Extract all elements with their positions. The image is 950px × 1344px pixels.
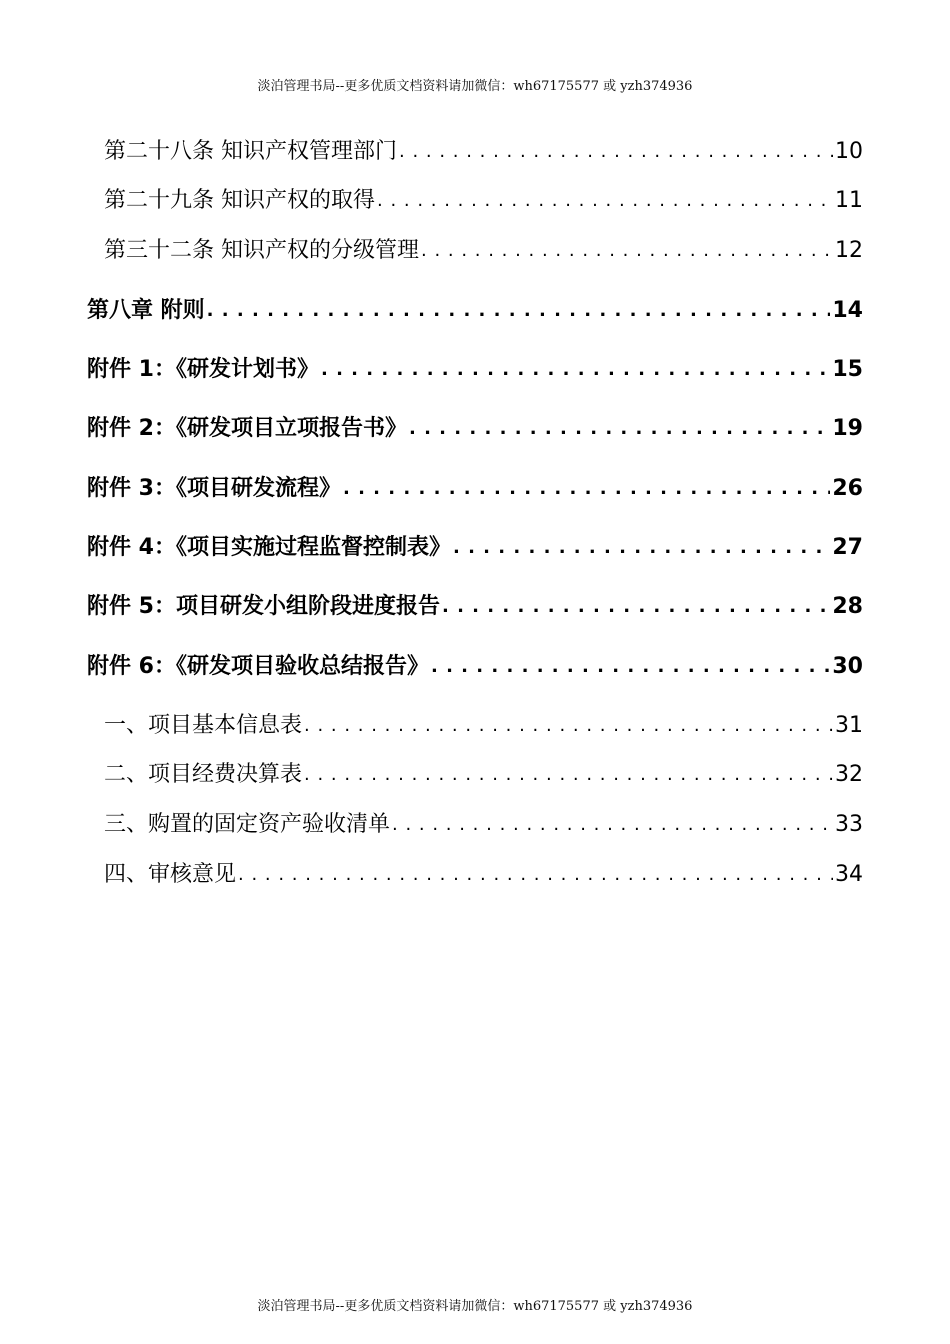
toc-entry[interactable] xyxy=(104,809,863,841)
toc-dot-leader xyxy=(304,759,833,791)
toc-entry-title: 二、项目经费决算表 xyxy=(104,762,303,787)
toc-dot-leader xyxy=(453,532,830,564)
toc-dot-leader xyxy=(377,185,833,217)
toc-entry[interactable] xyxy=(104,710,863,742)
toc-entry-title: 三、购置的固定资产验收清单 xyxy=(104,812,391,837)
toc-dot-leader xyxy=(321,354,830,386)
toc-dot-leader xyxy=(207,295,831,327)
toc-entry-page: 19 xyxy=(832,416,863,441)
toc-entry-page: 27 xyxy=(832,535,863,560)
toc-entry-page: 10 xyxy=(835,139,863,164)
toc-entry[interactable] xyxy=(87,591,863,623)
toc-dot-leader xyxy=(238,859,833,891)
toc-entry[interactable] xyxy=(104,136,863,168)
toc-entry-page: 32 xyxy=(835,762,863,787)
toc-entry[interactable] xyxy=(87,295,863,327)
toc-entry-page: 11 xyxy=(835,188,863,213)
toc-entry-page: 15 xyxy=(832,357,863,382)
toc-entry-page: 26 xyxy=(832,476,863,501)
toc-entry[interactable] xyxy=(87,532,863,564)
toc-entry-title: 第二十八条 知识产权管理部门 xyxy=(104,139,397,164)
toc-entry[interactable] xyxy=(87,354,863,386)
toc-entry-title: 附件 3：《项目研发流程》 xyxy=(87,476,341,501)
toc-entry[interactable] xyxy=(104,185,863,217)
toc-entry-title: 附件 5：项目研发小组阶段进度报告 xyxy=(87,594,440,619)
toc-entry[interactable] xyxy=(87,651,863,683)
page-footer-note: 淡泊管理书局--更多优质文档资料请加微信：wh67175577 或 yzh374936 xyxy=(257,1299,693,1314)
toc-entry[interactable] xyxy=(87,413,863,445)
toc-dot-leader xyxy=(409,413,830,445)
toc-entry-page: 34 xyxy=(835,862,863,887)
page-header-note: 淡泊管理书局--更多优质文档资料请加微信：wh67175577 或 yzh374936 xyxy=(257,79,693,94)
toc-dot-leader xyxy=(343,473,830,505)
toc-entry[interactable] xyxy=(104,759,863,791)
toc-dot-leader xyxy=(442,591,830,623)
toc-entry-title: 四、审核意见 xyxy=(104,862,237,887)
toc-entry-title: 附件 4：《项目实施过程监督控制表》 xyxy=(87,535,451,560)
toc-dot-leader xyxy=(431,651,830,683)
toc-entry-title: 一、项目基本信息表 xyxy=(104,713,303,738)
toc-entry-page: 30 xyxy=(832,654,863,679)
toc-entry[interactable] xyxy=(104,235,863,267)
toc-entry-title: 附件 6：《研发项目验收总结报告》 xyxy=(87,654,429,679)
toc-entry-title: 第八章 附则 xyxy=(87,298,205,323)
toc-entry-page: 31 xyxy=(835,713,863,738)
toc-entry-page: 28 xyxy=(832,594,863,619)
toc-entry-title: 附件 2：《研发项目立项报告书》 xyxy=(87,416,407,441)
toc-entry-title: 附件 1：《研发计划书》 xyxy=(87,357,319,382)
toc-dot-leader xyxy=(304,710,833,742)
toc-entry-page: 33 xyxy=(835,812,863,837)
toc-entry-page: 12 xyxy=(835,238,863,263)
toc-entry[interactable] xyxy=(87,473,863,505)
toc-dot-leader xyxy=(421,235,833,267)
toc-entry[interactable] xyxy=(104,859,863,891)
toc-entry-title: 第二十九条 知识产权的取得 xyxy=(104,188,375,213)
toc-entry-title: 第三十二条 知识产权的分级管理 xyxy=(104,238,419,263)
toc-entry-page: 14 xyxy=(832,298,863,323)
toc-dot-leader xyxy=(392,809,833,841)
toc-dot-leader xyxy=(399,136,833,168)
